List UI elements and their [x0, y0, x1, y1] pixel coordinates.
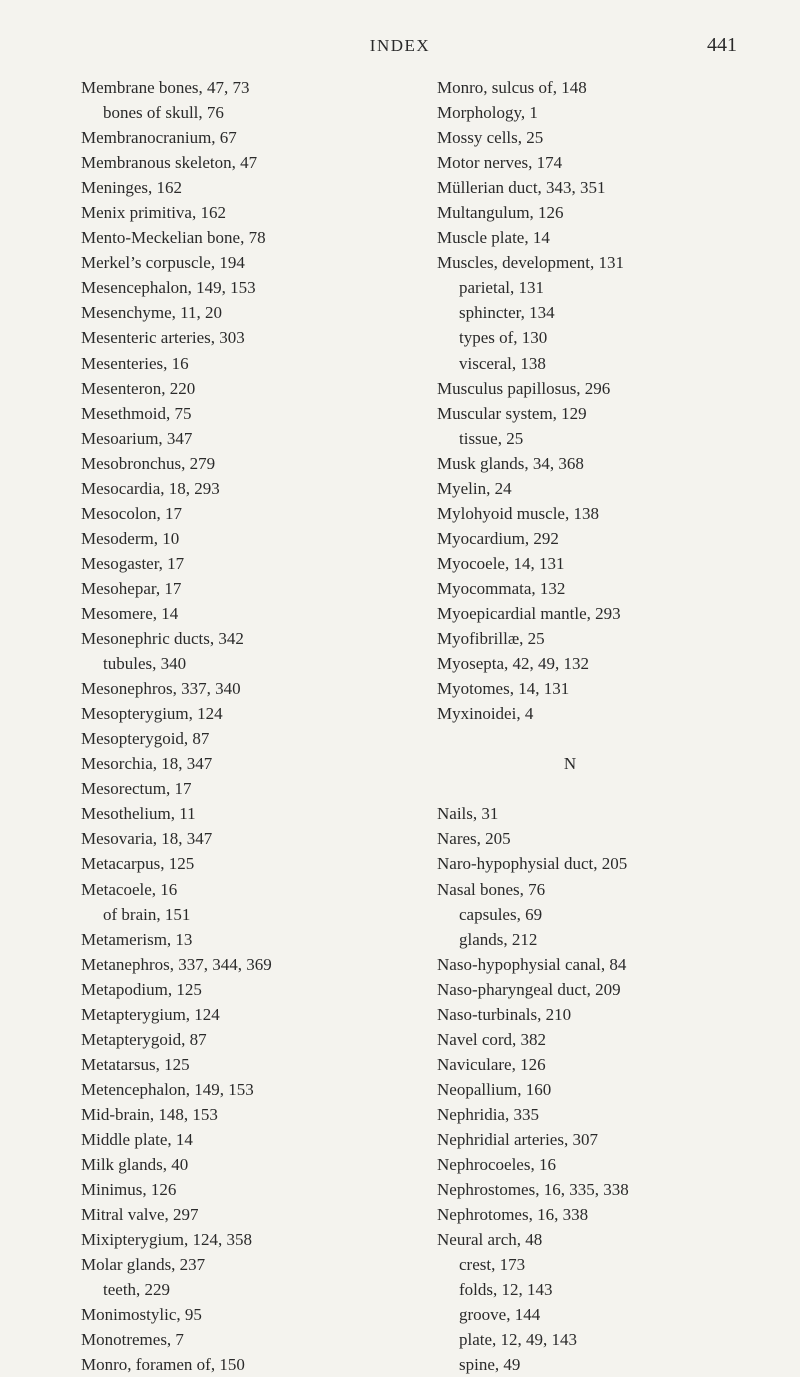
index-entry: Mesonephric ducts, 342: [81, 629, 244, 649]
index-entry: Nasal bones, 76: [437, 879, 546, 899]
index-entry: Metapterygium, 124: [81, 1004, 220, 1024]
index-entry: Middle plate, 14: [81, 1129, 193, 1149]
index-entry: Mesopterygium, 124: [81, 704, 223, 724]
index-entry: Milk glands, 40: [81, 1155, 189, 1175]
index-subentry: of brain, 151: [103, 904, 191, 924]
index-entry: Mesethmoid, 75: [81, 403, 192, 423]
index-entry: Metanephros, 337, 344, 369: [81, 954, 272, 974]
index-entry: Metacoele, 16: [81, 879, 178, 899]
index-entry: Minimus, 126: [81, 1180, 177, 1200]
index-entry: Mesorchia, 18, 347: [81, 754, 213, 774]
index-entry: Morphology, 1: [437, 103, 538, 123]
index-subentry: visceral, 138: [459, 353, 546, 373]
index-entry: Musk glands, 34, 368: [437, 453, 584, 473]
index-entry: Muscular system, 129: [437, 403, 587, 423]
index-entry: Mesenchyme, 11, 20: [81, 303, 223, 323]
index-entry: Mid-brain, 148, 153: [81, 1104, 218, 1124]
index-entry: Mesenteron, 220: [81, 378, 196, 398]
index-entry: Neural arch, 48: [437, 1230, 543, 1250]
index-entry: Myoepicardial mantle, 293: [437, 603, 621, 623]
index-entry: Mesoderm, 10: [81, 528, 180, 548]
index-entry: Metamerism, 13: [81, 929, 193, 949]
index-entry: Mesoarium, 347: [81, 428, 193, 448]
index-subentry: plate, 12, 49, 143: [459, 1330, 578, 1350]
index-subentry: glands, 212: [459, 929, 538, 949]
index-subentry: crest, 173: [459, 1255, 526, 1275]
index-entry: Mesocolon, 17: [81, 503, 183, 523]
index-entry: Mesohepar, 17: [81, 578, 182, 598]
index-subentry: folds, 12, 143: [459, 1280, 553, 1300]
index-entry: Mesovaria, 18, 347: [81, 829, 213, 849]
index-entry: Multangulum, 126: [437, 203, 564, 223]
index-entry: Myocoele, 14, 131: [437, 553, 565, 573]
index-entry: Motor nerves, 174: [437, 153, 563, 173]
index-entry: Membranous skeleton, 47: [81, 153, 258, 173]
index-entry: Naso-hypophysial canal, 84: [437, 954, 627, 974]
index-entry: Naso-pharyngeal duct, 209: [437, 979, 621, 999]
index-entry: Muscle plate, 14: [437, 228, 550, 248]
index-entry: Myocardium, 292: [437, 528, 559, 548]
running-title: INDEX: [369, 36, 431, 55]
index-entry: Mesocardia, 18, 293: [81, 478, 220, 498]
index-entry: Nephridial arteries, 307: [437, 1129, 598, 1149]
index-subentry: parietal, 131: [459, 278, 544, 298]
index-column-left: [81, 75, 401, 1377]
index-entry: Naso-turbinals, 210: [437, 1004, 572, 1024]
index-entry: Mitral valve, 297: [81, 1205, 199, 1225]
index-entry: Metatarsus, 125: [81, 1054, 190, 1074]
index-entry: Mesothelium, 11: [81, 804, 196, 824]
index-entry: Müllerian duct, 343, 351: [437, 178, 606, 198]
index-entry: Menix primitiva, 162: [81, 203, 226, 223]
index-subentry: bones of skull, 76: [103, 103, 224, 123]
index-entry: Myosepta, 42, 49, 132: [437, 654, 590, 674]
index-entry: Mesencephalon, 149, 153: [81, 278, 256, 298]
index-entry: Myotomes, 14, 131: [437, 679, 570, 699]
index-subentry: teeth, 229: [103, 1280, 171, 1300]
index-subentry: capsules, 69: [459, 904, 543, 924]
index-entry: Mesobronchus, 279: [81, 453, 216, 473]
index-entry: Muscles, development, 131: [437, 253, 624, 273]
index-entry: Nephrostomes, 16, 335, 338: [437, 1180, 629, 1200]
index-entry: Myelin, 24: [437, 478, 512, 498]
spacer: [437, 726, 777, 751]
index-column-right: [437, 75, 777, 1377]
index-entry: Nephrotomes, 16, 338: [437, 1205, 589, 1225]
index-entry: Molar glands, 237: [81, 1255, 206, 1275]
index-entry: Metapterygoid, 87: [81, 1029, 207, 1049]
index-entry: Musculus papillosus, 296: [437, 378, 611, 398]
index-entry: Metacarpus, 125: [81, 854, 195, 874]
index-entry: Mesomere, 14: [81, 603, 179, 623]
index-entry: Mesenteries, 16: [81, 353, 189, 373]
index-entry: Mossy cells, 25: [437, 128, 544, 148]
letter-heading: N: [563, 754, 577, 774]
index-entry: Monro, sulcus of, 148: [437, 78, 587, 97]
index-entry: Nephridia, 335: [437, 1104, 539, 1124]
index-entry: Nails, 31: [437, 804, 499, 824]
index-entry: Monotremes, 7: [81, 1330, 184, 1350]
index-subentry: tissue, 25: [459, 428, 524, 448]
index-entry: Nephrocoeles, 16: [437, 1155, 556, 1175]
index-entry: Neopallium, 160: [437, 1079, 552, 1099]
index-entry: Mesorectum, 17: [81, 779, 192, 799]
index-entry: Metencephalon, 149, 153: [81, 1079, 254, 1099]
index-entry: Mesonephros, 337, 340: [81, 679, 241, 699]
index-subentry: types of, 130: [459, 328, 548, 348]
index-entry: Naviculare, 126: [437, 1054, 546, 1074]
index-entry: Mesogaster, 17: [81, 553, 185, 573]
index-entry: Myofibrillæ, 25: [437, 629, 545, 649]
index-entry: Mixipterygium, 124, 358: [81, 1230, 252, 1250]
index-entry: Metapodium, 125: [81, 979, 202, 999]
index-entry: Meninges, 162: [81, 178, 183, 198]
index-entry: Monro, foramen of, 150: [81, 1355, 245, 1375]
index-subentry: tubules, 340: [103, 654, 187, 674]
index-entry: Naro-hypophysial duct, 205: [437, 854, 628, 874]
index-entry: Navel cord, 382: [437, 1029, 547, 1049]
index-entry: Mesopterygoid, 87: [81, 729, 210, 749]
index-subentry: spine, 49: [459, 1355, 521, 1375]
index-entry: Membranocranium, 67: [81, 128, 237, 148]
index-entry: Membrane bones, 47, 73: [81, 78, 250, 97]
index-entry: Monimostylic, 95: [81, 1305, 202, 1325]
page-number: 441: [707, 34, 737, 56]
index-entry: Mylohyoid muscle, 138: [437, 503, 599, 523]
index-entry: Myocommata, 132: [437, 578, 566, 598]
index-entry: Nares, 205: [437, 829, 511, 849]
index-entry: Myxinoidei, 4: [437, 704, 534, 724]
index-subentry: groove, 144: [459, 1305, 541, 1325]
spacer: [437, 776, 777, 801]
index-entry: Mesenteric arteries, 303: [81, 328, 245, 348]
index-entry: Mento-Meckelian bone, 78: [81, 228, 266, 248]
index-subentry: sphincter, 134: [459, 303, 555, 323]
index-entry: Merkel’s corpuscle, 194: [81, 253, 245, 273]
